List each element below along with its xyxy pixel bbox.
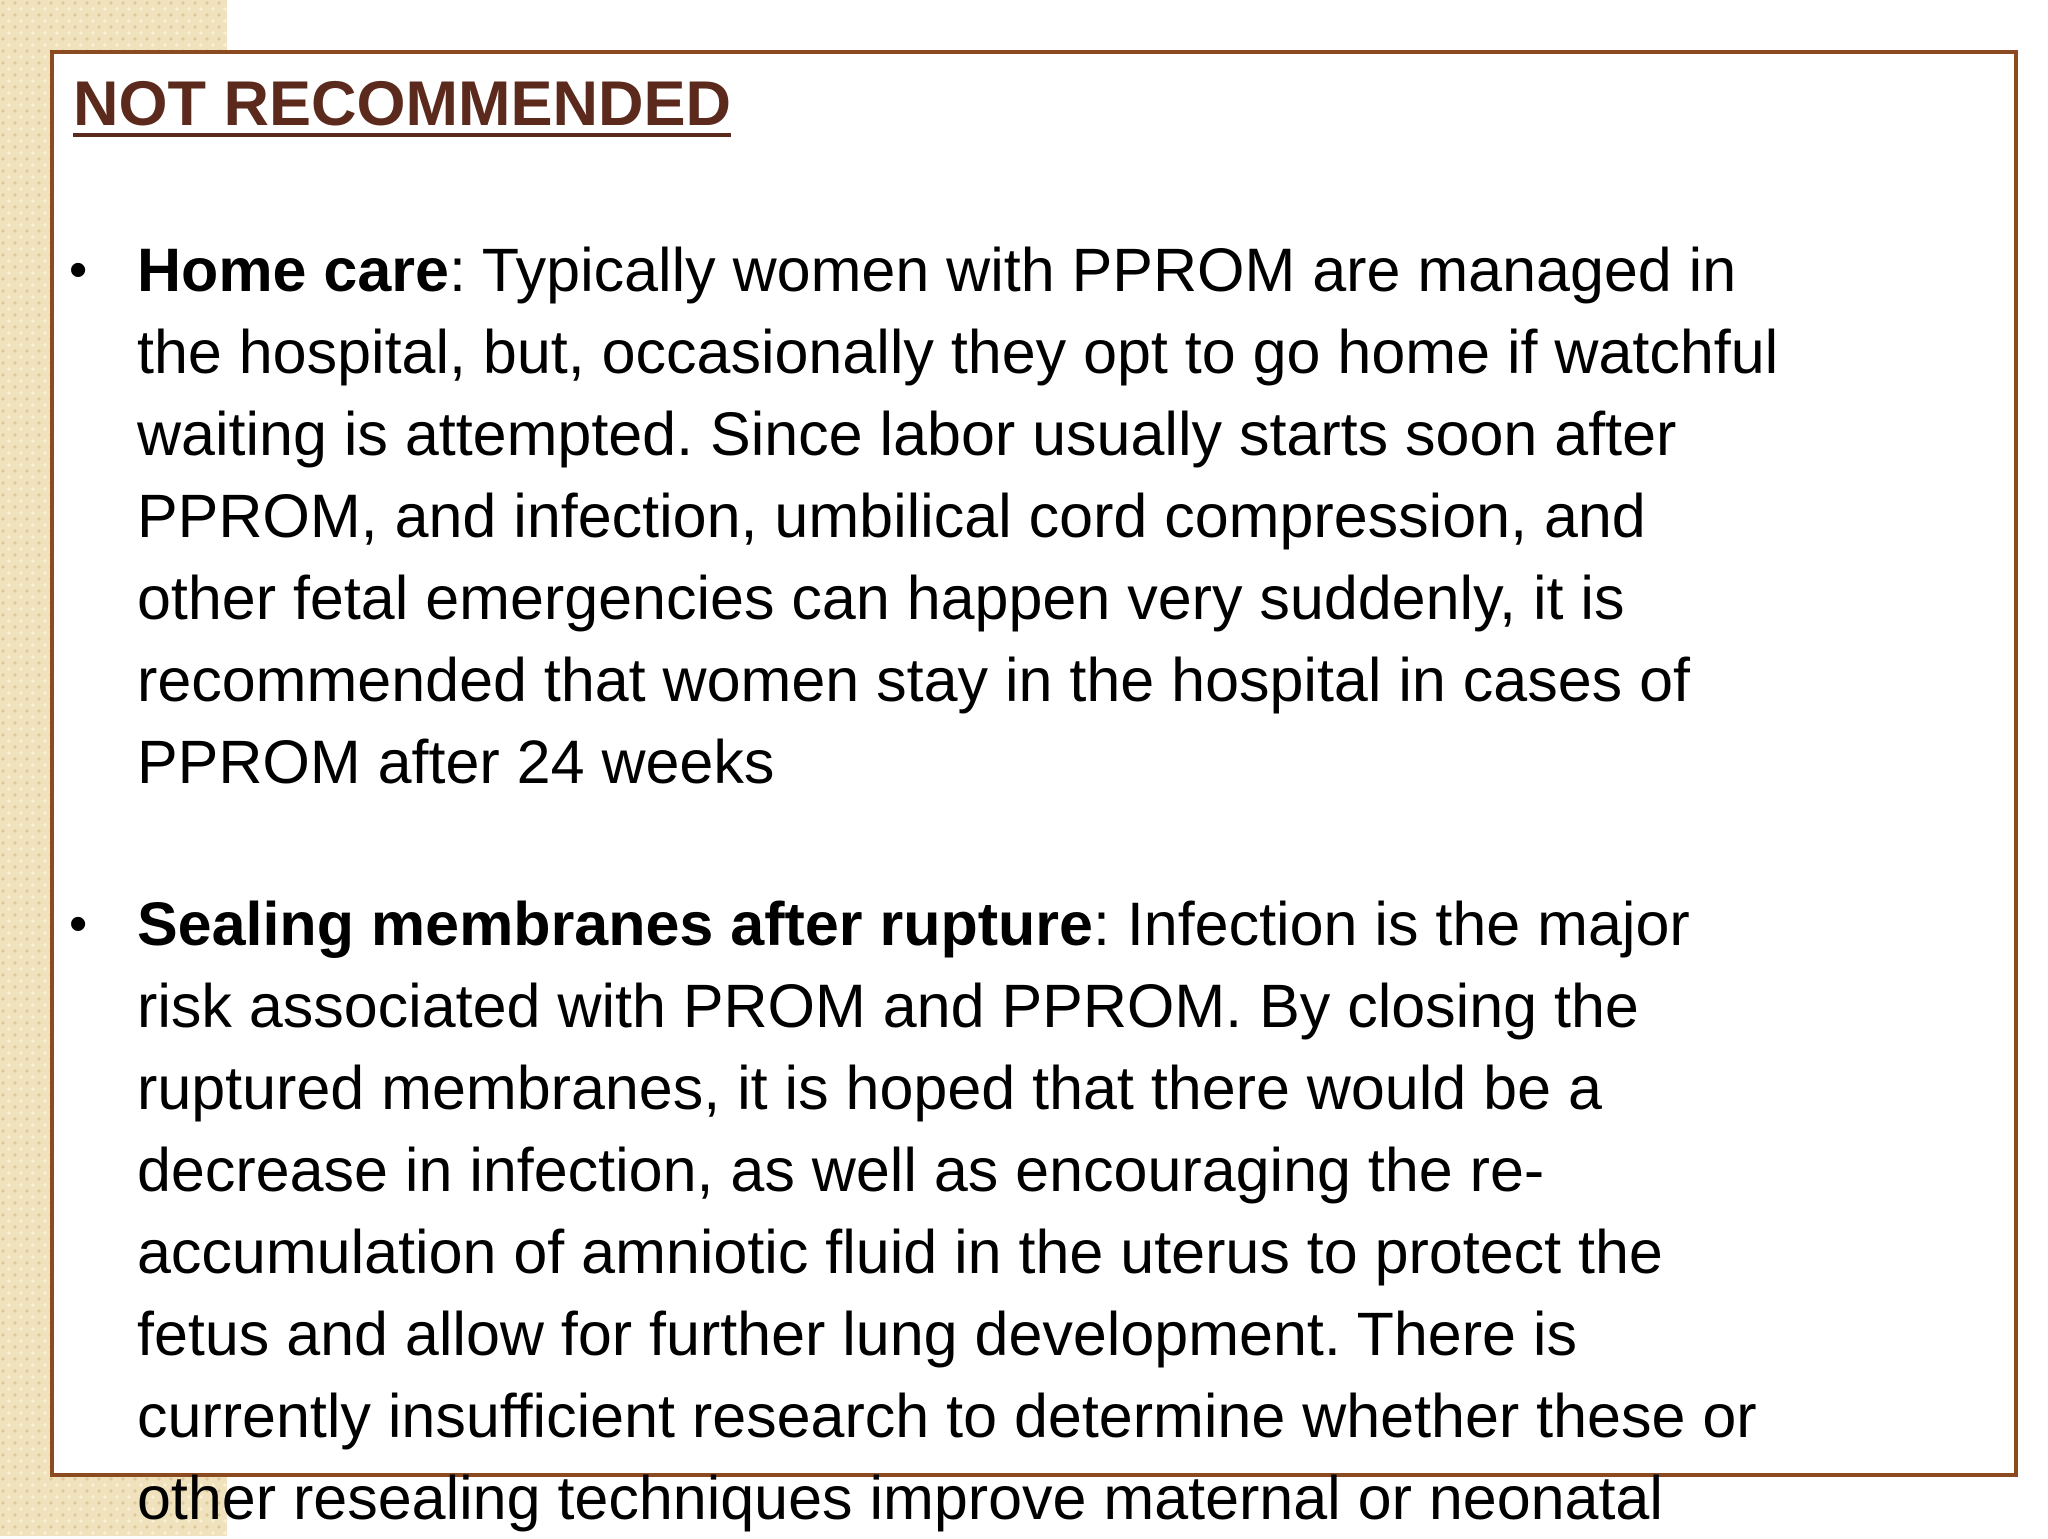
bullet-line: accumulation of amniotic fluid in the uterus to protect the (137, 1218, 1663, 1286)
bullet-line (137, 229, 1997, 311)
bullet-text (137, 229, 1997, 803)
bullet-line: the hospital, but, occasionally they opt to go home if watchful (137, 318, 1779, 386)
bullet-line: decrease in infection, as well as encouraging the re- (137, 1136, 1545, 1204)
bullet-line-text: : Infection is the major (1092, 890, 1690, 958)
bullet-sealing-membranes (69, 883, 1997, 1539)
bullet-line: PPROM, and infection, umbilical cord compression, and (137, 482, 1646, 550)
bullet-line: waiting is attempted. Since labor usually starts soon after (137, 400, 1677, 468)
bullet-line: other resealing techniques improve maternal or neonatal (137, 1464, 1663, 1532)
bullet-line: risk associated with PROM and PPROM. By closing the (137, 972, 1639, 1040)
bullet-term: Sealing membranes after rupture (137, 890, 1093, 958)
bullet-line: other fetal emergencies can happen very suddenly, it is (137, 564, 1625, 632)
slide-heading: NOT RECOMMENDED (73, 69, 731, 139)
bullet-dot-icon: • (69, 895, 88, 953)
bullet-line: fetus and allow for further lung development. There is (137, 1300, 1577, 1368)
bullet-line (137, 883, 1997, 965)
bullet-home-care (69, 229, 1997, 803)
bullet-line-text: : Typically women with PPROM are managed in (448, 236, 1737, 304)
bullet-line: currently insufficient research to determine whether these or (137, 1382, 1757, 1450)
bullet-line: PPROM after 24 weeks (137, 728, 775, 796)
bullet-line: ruptured membranes, it is hoped that there would be a (137, 1054, 1602, 1122)
bullet-term: Home care (137, 236, 449, 304)
bullet-text (137, 883, 1997, 1539)
bullet-line: recommended that women stay in the hospital in cases of (137, 646, 1690, 714)
bullet-dot-icon: • (69, 241, 88, 299)
